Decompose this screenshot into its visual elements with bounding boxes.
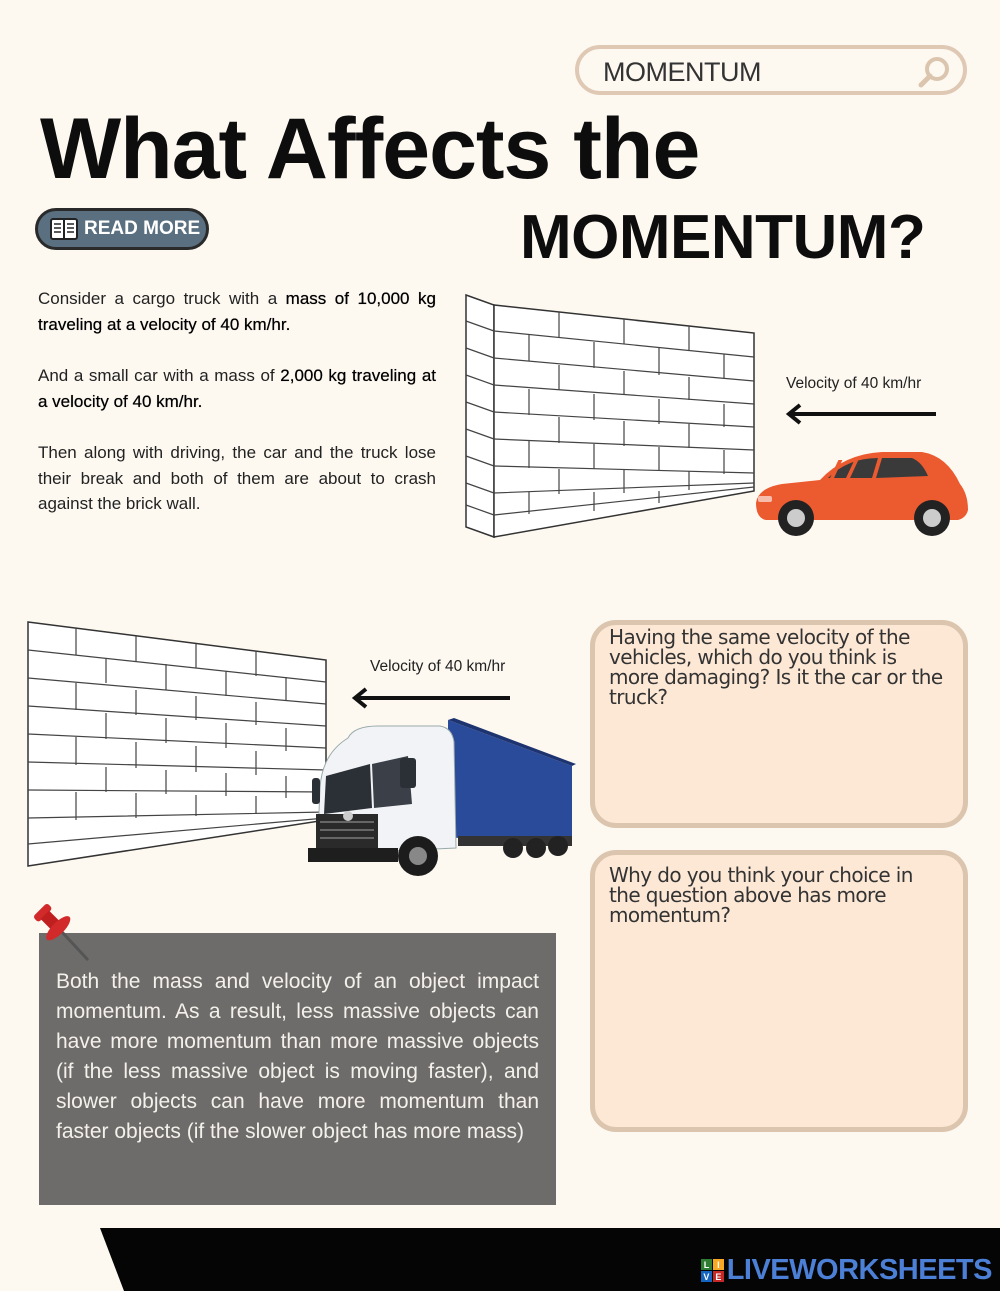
read-more-label: READ MORE <box>84 218 201 239</box>
liveworksheets-logo <box>701 1254 992 1287</box>
intro-paragraph-2: And a small car with a mass of 2,000 kg traveling at a velocity of 40 km/hr. <box>38 366 436 411</box>
intro-paragraph-3: Then along with driving, the car and the truck lose their break and both of them are about to crash against the brick wall. <box>38 443 436 513</box>
info-note <box>39 933 556 1205</box>
page-title: What Affects the <box>40 101 700 197</box>
info-note-text: Both the mass and velocity of an object impact momentum. As a result, less massive objects can have more momentum than more massive objects (if the less massive object is moving faster), and slower objects can have more momentum than faster objects (if the slower object has more mass) <box>56 970 539 1143</box>
truck-velocity-label: Velocity of 40 km/hr <box>370 658 506 675</box>
question-box-2 <box>590 850 968 1132</box>
search-box[interactable] <box>575 45 967 95</box>
intro-paragraph-1: Consider a cargo truck with a mass of 10,000 kg traveling at a velocity of 40 km/hr. <box>38 289 436 334</box>
question-2-text: Why do you think your choice in the question above has more momentum? <box>609 863 913 927</box>
brand-name: LIVEWORKSHEETS <box>726 1254 992 1286</box>
cargo-truck-illustration <box>308 718 576 880</box>
search-icon[interactable] <box>917 54 953 90</box>
page-subtitle: MOMENTUM? <box>520 203 926 272</box>
answer-field-2[interactable] <box>609 951 949 1115</box>
intro-text <box>38 286 436 543</box>
read-more-button[interactable] <box>35 208 209 250</box>
arrow-left-icon <box>784 402 939 426</box>
red-car-illustration <box>752 448 972 538</box>
question-box-1 <box>590 620 968 828</box>
question-1-text: Having the same velocity of the vehicles, which do you think is more damaging? Is it the car or the truck? <box>609 625 943 709</box>
arrow-left-icon <box>350 686 512 710</box>
pushpin-icon <box>26 898 92 964</box>
book-icon <box>50 217 78 241</box>
brick-wall-illustration-2 <box>26 620 331 870</box>
logo-mark: L I V E <box>701 1259 724 1282</box>
answer-field-1[interactable] <box>609 721 949 811</box>
car-velocity-label: Velocity of 40 km/hr <box>786 375 922 392</box>
search-input[interactable]: MOMENTUM <box>603 57 761 87</box>
brick-wall-illustration <box>464 293 759 543</box>
